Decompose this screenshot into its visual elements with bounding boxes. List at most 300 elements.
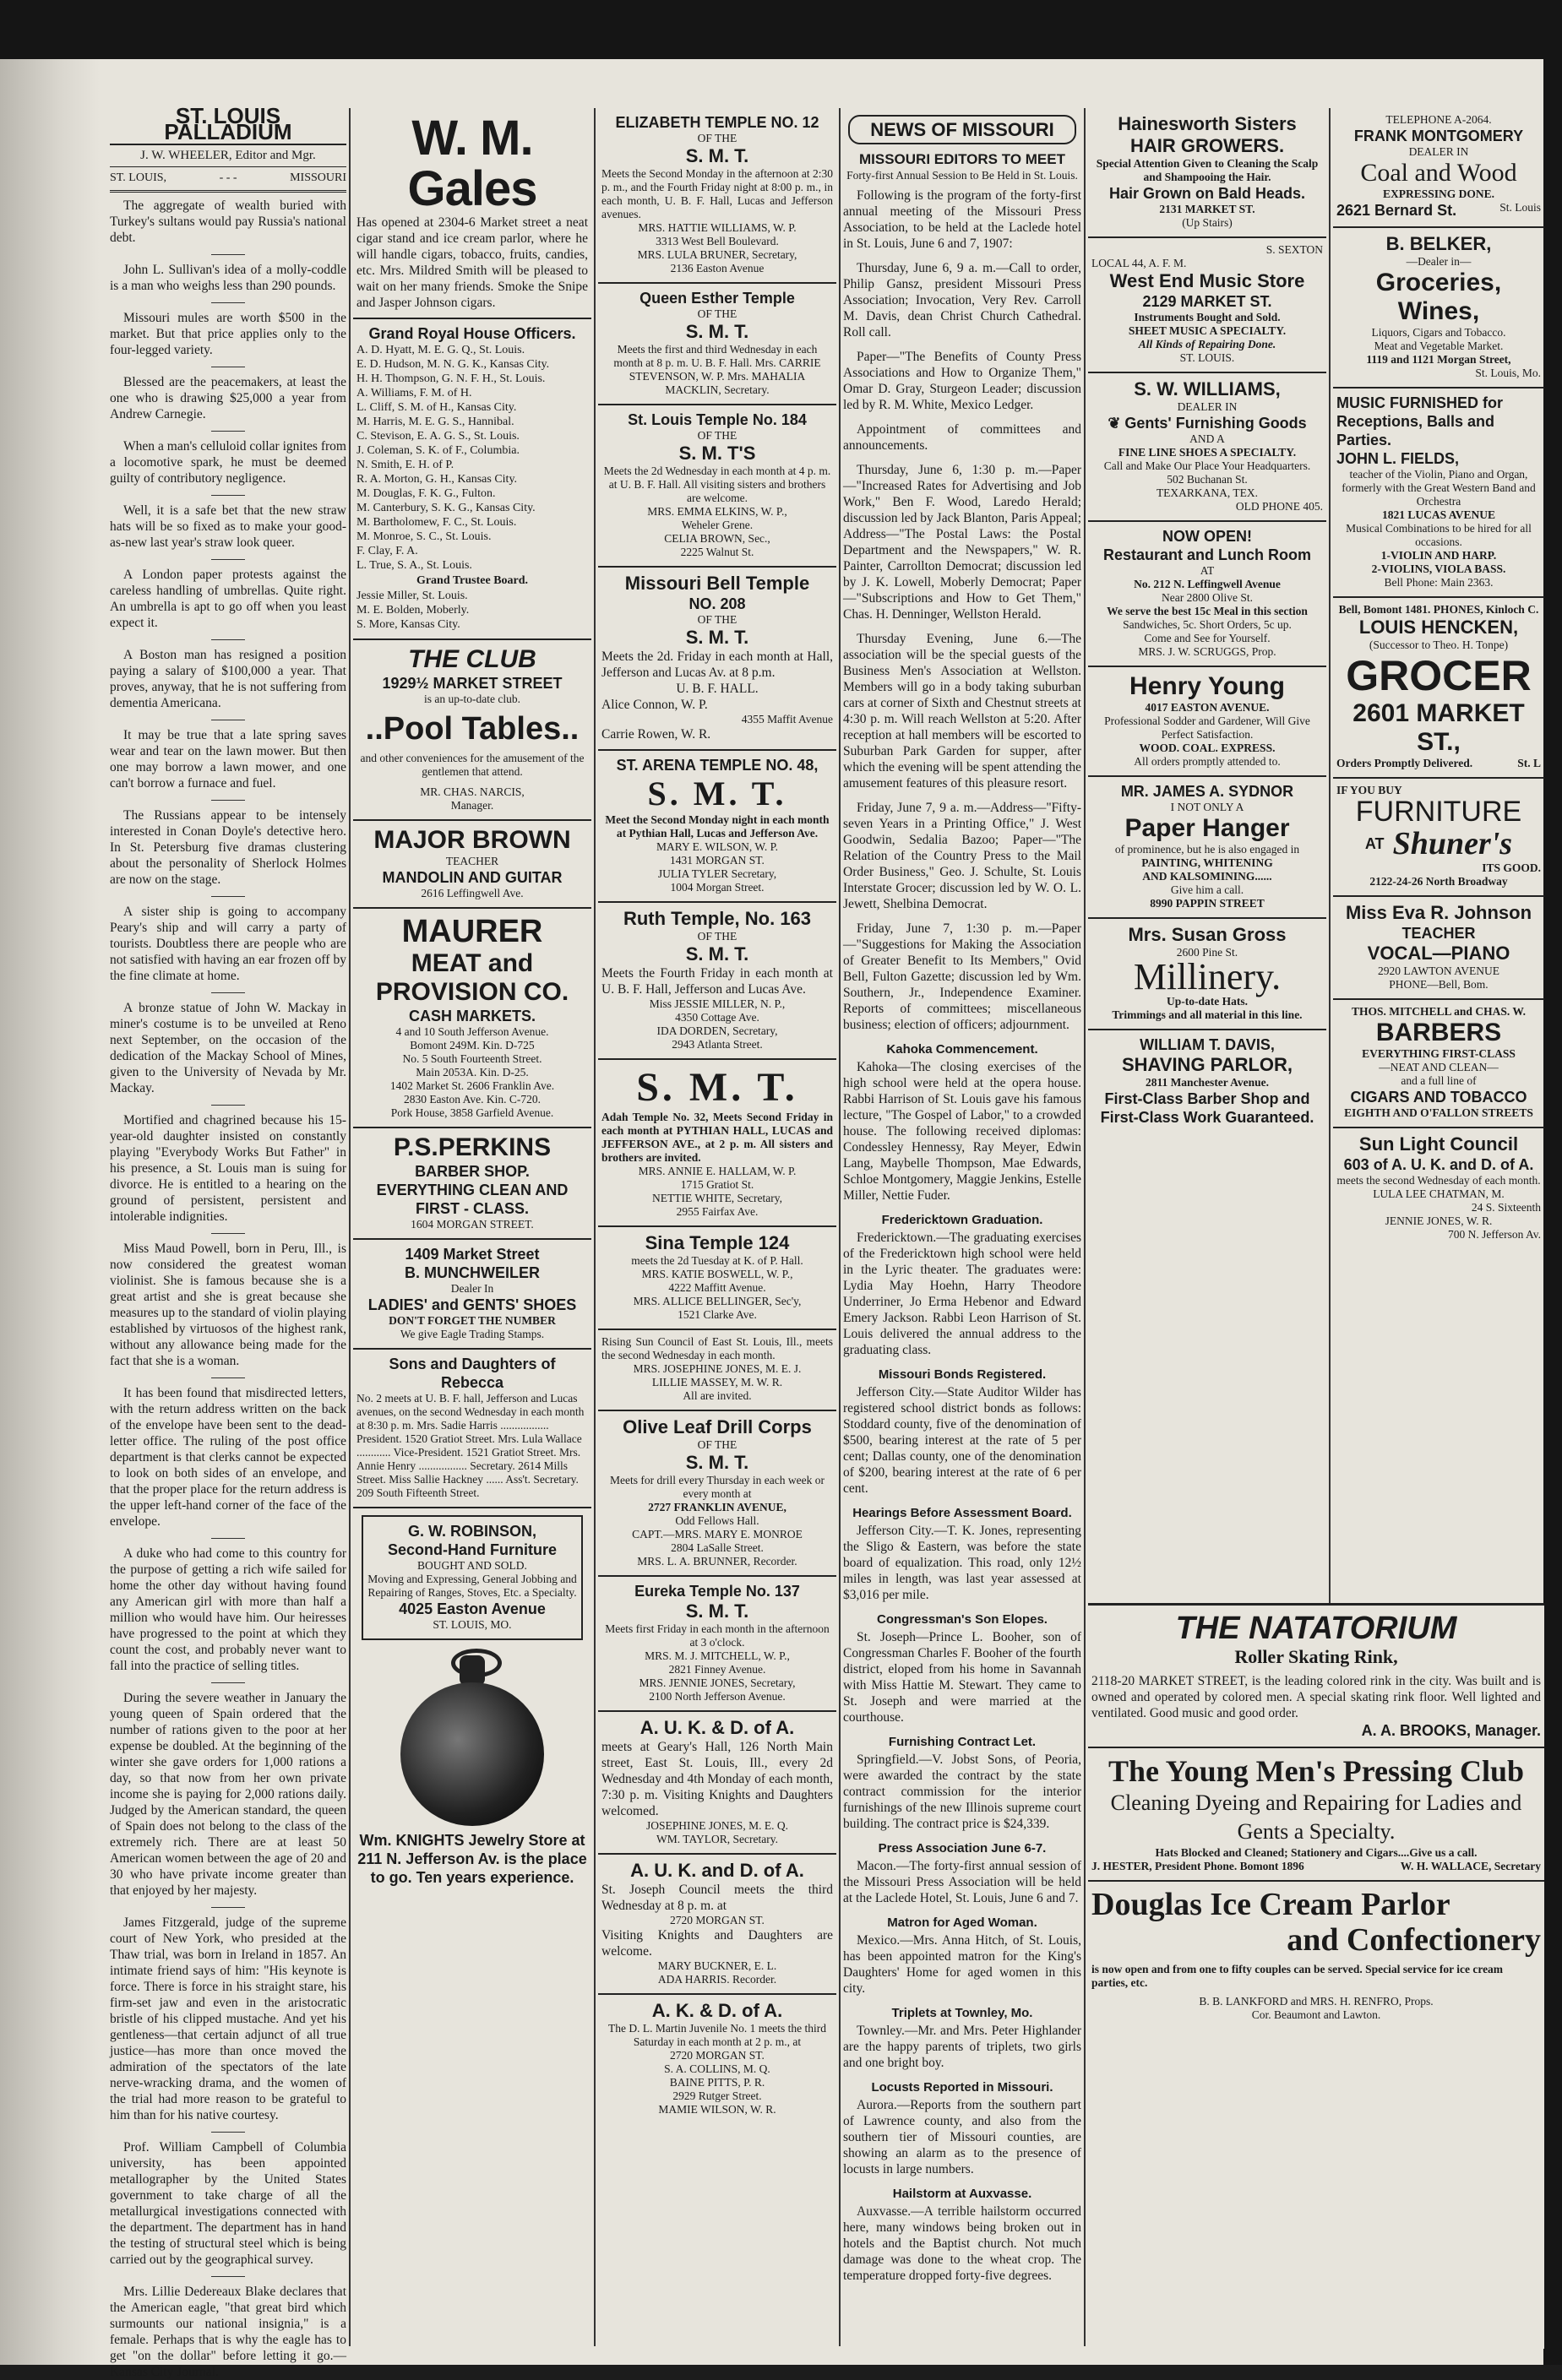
barbers-neat: —NEAT AND CLEAN— bbox=[1379, 1061, 1499, 1073]
st-louis-temple-184 bbox=[598, 405, 836, 568]
douglas-title: Douglas Ice Cream Parlor bbox=[1091, 1887, 1450, 1922]
of-the: OF THE bbox=[697, 307, 737, 320]
eliz-wp-address: 3313 West Bell Boulevard. bbox=[656, 235, 779, 247]
robinson-services: Moving and Expressing, General Jobbing and Repairing of Ranges, Stoves, Etc. a Specialty. bbox=[367, 1573, 577, 1599]
trustee-member: Jessie Miller, St. Louis. bbox=[356, 590, 468, 602]
bell-text: Meets the 2d. Friday in each month at Hall, Jefferson and Lucas Av. at 8 p.m. bbox=[601, 649, 833, 680]
news-item: Mortified and chagrined because his 15-year-old daughter insisted on constantly playing "Everybody Works But Father" in his presence, a St. Louis man is suing for divorce. He is entitled to a hearing on the ground of persistent, persistent and intolerable indignities. bbox=[110, 1113, 346, 1224]
davis-ad bbox=[1088, 1030, 1326, 1133]
syd-prominence: of prominence, but he is also engaged in bbox=[1114, 843, 1300, 856]
barbers-names: THOS. MITCHELL and CHAS. W. bbox=[1352, 1005, 1526, 1018]
rising-w: MRS. JOSEPHINE JONES, M. E. J. bbox=[633, 1362, 802, 1375]
scan-top-border bbox=[0, 0, 1562, 59]
robinson-address: 4025 Easton Avenue bbox=[399, 1600, 546, 1617]
of-the: OF THE bbox=[697, 429, 737, 442]
masthead-city: ST. LOUIS, bbox=[110, 171, 167, 184]
aukd2-r: ADA HARRIS. Recorder. bbox=[657, 1973, 777, 1986]
of-the: OF THE bbox=[697, 613, 737, 626]
johnson-address: 2920 LAWTON AVENUE bbox=[1378, 964, 1499, 977]
maurer-name: MAURER bbox=[401, 914, 543, 949]
bell-wp: Alice Connon, W. P. bbox=[601, 698, 708, 712]
maurer-line2: MEAT and bbox=[411, 949, 534, 977]
club-ad bbox=[353, 640, 591, 821]
royal-officer: M. Douglas, F. K. G., Fulton. bbox=[356, 487, 496, 500]
olive-text: Meets for drill every Thursday in each week or every month at bbox=[610, 1474, 825, 1500]
aukd1-title: A. U. K. & D. of A. bbox=[639, 1717, 795, 1738]
liquors: Liquors, Cigars and Tobacco. bbox=[1371, 326, 1506, 339]
news-item: Miss Maud Powell, born in Peru, Ill., is now considered the greatest woman violinist. She is famous because she is a great artist and she is great because she measures up to the standard of violin playing established by virtuosos of the highest rank, without any allowance being made for the fact that she is a woman. bbox=[110, 1242, 346, 1368]
munch-goods: LADIES' and GENTS' SHOES bbox=[367, 1296, 577, 1313]
maurer-phone-1: Bomont 249M. Kin. D-725 bbox=[410, 1039, 535, 1051]
trustee-member: M. E. Bolden, Moberly. bbox=[356, 604, 470, 617]
haines-name: Hainesworth Sisters bbox=[1118, 113, 1297, 134]
matron-title: Matron for Aged Woman. bbox=[887, 1915, 1037, 1930]
phones: Bell, Bomont 1481. PHONES, Kinloch C. bbox=[1338, 603, 1539, 616]
matron-text: Mexico.—Mrs. Anna Hitch, of St. Louis, has been appointed matron for the King's Daughters' Home for aged women in this city. bbox=[843, 1933, 1081, 1996]
queen-title: Queen Esther Temple bbox=[639, 290, 795, 307]
maurer-address-2: No. 5 South Fourteenth Street. bbox=[402, 1052, 542, 1065]
aukd1-s: WM. TAYLOR, Secretary. bbox=[656, 1833, 778, 1845]
sina-secretary: MRS. ALLICE BELLINGER, Sec'y, bbox=[633, 1295, 802, 1307]
aukd3-c: MAMIE WILSON, W. R. bbox=[658, 2103, 776, 2116]
stl-wp: MRS. EMMA ELKINS, W. P., bbox=[647, 505, 787, 518]
syd-call: Give him a call. bbox=[1170, 883, 1244, 896]
adah-text: Adah Temple No. 32, Meets Second Friday in each month at PYTHIAN HALL, LUCAS and JEFFERSON AVE., at 2 p. m. All sisters and brothers are invited. bbox=[601, 1111, 833, 1164]
news-item: Missouri mules are worth $500 in the market. But that price applies only to the four-legged variety. bbox=[110, 311, 346, 357]
eliz-text: Meets the Second Monday in the afternoon at 2:30 p. m., and the Fourth Friday night at 8:00 p. m., in each month, U. B. F. Hall, Lucas and Jefferson avenues. bbox=[601, 167, 833, 220]
perkins-ad bbox=[353, 1128, 591, 1240]
young-orders: All orders promptly attended to. bbox=[1134, 755, 1281, 768]
williams-call: Call and Make Our Place Your Headquarters. bbox=[1103, 459, 1311, 472]
frank-address: 2621 Bernard St. bbox=[1336, 202, 1457, 219]
robinson-ad bbox=[362, 1515, 583, 1640]
maurer-address-3: 1402 Market St. 2606 Franklin Ave. bbox=[389, 1079, 555, 1092]
pool-tables: ..Pool Tables.. bbox=[365, 711, 580, 747]
aukd2-title: A. U. K. and D. of A. bbox=[630, 1860, 804, 1881]
royal-officer: N. Smith, E. H. of P. bbox=[356, 459, 454, 471]
adah-secretary: NETTIE WHITE, Secretary, bbox=[651, 1192, 783, 1204]
open-restaurant: Restaurant and Lunch Room bbox=[1102, 546, 1311, 563]
shuner-name: Shuner's bbox=[1392, 826, 1513, 861]
natatorium-text: 2118-20 MARKET STREET, is the leading colored rink in the city. Was built and is owned and operated by colored men. A special skating rink floor. Well lighted and ventilated. Good music and good order. bbox=[1091, 1674, 1541, 1720]
column-rule bbox=[839, 108, 841, 2346]
sina-title: Sina Temple 124 bbox=[645, 1232, 790, 1253]
munchweiler-ad bbox=[353, 1240, 591, 1350]
triplets-text: Townley.—Mr. and Mrs. Peter Highlander are the happy parents of triplets, two girls and one bright boy. bbox=[843, 2024, 1081, 2070]
elizabeth-temple bbox=[598, 108, 836, 284]
hencken-ad bbox=[1333, 598, 1544, 779]
editors-heading: MISSOURI EDITORS TO MEET bbox=[858, 151, 1065, 167]
major-brown-ad bbox=[353, 821, 591, 909]
sun-officer-2: JENNIE JONES, W. R. bbox=[1385, 1214, 1493, 1227]
arena-secretary: JULIA TYLER Secretary, bbox=[657, 867, 777, 880]
sun-title: Sun Light Council bbox=[1358, 1133, 1519, 1155]
program-paragraph: Friday, June 7, 9 a. m.—Address—"Fifty-seven Years in a Printing Office," J. West Goodwin, Sedalia Bazoo; Paper—"The Relation of the Country Press to the Mail Order Business," Geo. J. Schulte, St. Louis Interstate Grocer; discussion led by W. O. L. Jewett, Shelbina Democrat. bbox=[843, 801, 1081, 911]
smt: S. M. T. bbox=[685, 627, 749, 648]
royal-officer: M. Monroe, S. C., St. Louis. bbox=[356, 530, 492, 543]
ruth-text: Meets the Fourth Friday in each month at U. B. F. Hall, Jefferson and Lucas Ave. bbox=[601, 966, 833, 997]
hailstorm-title: Hailstorm at Auxvasse. bbox=[892, 2187, 1032, 2201]
belker-city: St. Louis, Mo. bbox=[1475, 367, 1541, 379]
williams-phone: OLD PHONE 405. bbox=[1235, 500, 1323, 513]
aukd1-text: meets at Geary's Hall, 126 North Main street, East St. Louis, Ill., every 2d Wednesday and 4th Monday of each month, 7:30 p. m. Visiting Knights and Daughters welcomed. bbox=[601, 1740, 833, 1818]
hainesworth-ad bbox=[1088, 108, 1326, 238]
furniture: FURNITURE bbox=[1355, 796, 1522, 828]
orders-delivered: Orders Promptly Delivered. bbox=[1336, 757, 1473, 769]
ruth-np-address: 4350 Cottage Ave. bbox=[675, 1011, 759, 1024]
telephone: TELEPHONE A-2064. bbox=[1385, 113, 1492, 126]
williams-dealer: DEALER IN bbox=[1177, 400, 1238, 413]
pressing-president: J. HESTER, President Phone. Bomont 1896 bbox=[1091, 1860, 1304, 1872]
williams-name: S. W. WILLIAMS, bbox=[1134, 378, 1281, 399]
royal-officer: F. Clay, F. A. bbox=[356, 545, 418, 557]
open-come: Come and See for Yourself. bbox=[1144, 632, 1271, 644]
pressing-title: The Young Men's Pressing Club bbox=[1108, 1754, 1525, 1788]
royal-officer: C. Stevison, E. A. G. S., St. Louis. bbox=[356, 430, 520, 443]
munch-name: B. MUNCHWEILER bbox=[405, 1264, 540, 1281]
item-divider bbox=[211, 1233, 245, 1234]
gales-name: W. M. Gales bbox=[407, 111, 537, 216]
sons-daughters-rebecca bbox=[353, 1350, 591, 1508]
ruth-np: Miss JESSIE MILLER, N. P., bbox=[649, 997, 786, 1010]
frank-name: FRANK MONTGOMERY bbox=[1353, 128, 1524, 144]
locusts-title: Locusts Reported in Missouri. bbox=[871, 2080, 1053, 2095]
news-item: Blessed are the peacemakers, at least the one who is drawing $25,000 a year from Andrew Carnegie. bbox=[110, 375, 346, 421]
bell-wr: Carrie Rowen, W. R. bbox=[601, 727, 711, 742]
gross-hats: Up-to-date Hats. bbox=[1167, 995, 1248, 1008]
eliz-title: ELIZABETH TEMPLE NO. 12 bbox=[615, 114, 819, 131]
sun-officer-2-address: 700 N. Jefferson Av. bbox=[1448, 1228, 1541, 1241]
brown-teacher: TEACHER bbox=[445, 855, 499, 867]
henry-young-ad bbox=[1088, 667, 1326, 777]
aukd2-text: St. Joseph Council meets the third Wednesday at 8 p. m. at bbox=[601, 1883, 833, 1913]
montgomery-ad bbox=[1333, 108, 1544, 228]
olive-title: Olive Leaf Drill Corps bbox=[623, 1416, 812, 1437]
column-rule bbox=[594, 108, 596, 2346]
meat-market: Meat and Vegetable Market. bbox=[1374, 340, 1504, 352]
aukd3-b-address: 2929 Rutger Street. bbox=[672, 2089, 762, 2102]
open-meal: We serve the best 15c Meal in this section bbox=[1107, 605, 1308, 617]
trustee-member: S. More, Kansas City. bbox=[356, 618, 460, 631]
eureka-wp-address: 2821 Finney Avenue. bbox=[668, 1663, 766, 1676]
williams-city: TEXARKANA, TEX. bbox=[1156, 486, 1259, 499]
adah-secretary-address: 2955 Fairfax Ave. bbox=[676, 1205, 759, 1218]
robinson-furniture: Second-Hand Furniture bbox=[387, 1541, 557, 1558]
fields-combinations: Musical Combinations to be hired for all occasions. bbox=[1346, 522, 1532, 548]
aukd2-address: 2720 MORGAN ST. bbox=[670, 1914, 765, 1926]
news-item: A sister ship is going to accompany Peary's ship and will carry a party of tourists. Doubtless there are people who are not satisfied with having an ear frozen off by the fine climate at home. bbox=[110, 905, 346, 983]
sina-wp-address: 4222 Maffitt Avenue. bbox=[668, 1281, 766, 1294]
maurer-address-5: Pork House, 3858 Garfield Avenue. bbox=[390, 1106, 554, 1119]
haines-bald: Hair Grown on Bald Heads. bbox=[1108, 185, 1306, 202]
ruth-secretary: IDA DORDEN, Secretary, bbox=[656, 1024, 778, 1037]
grocer: GROCER bbox=[1346, 652, 1532, 699]
perkins-shop: BARBER SHOP. bbox=[415, 1163, 530, 1180]
press-text: Macon.—The forty-first annual session of the Missouri Press Association will be held at the Laclede Hotel, St. Louis, June 6 and 7. bbox=[843, 1859, 1081, 1905]
aukd-st-joseph bbox=[598, 1855, 836, 1995]
frank-city: St. Louis bbox=[1499, 201, 1541, 214]
barbers-address: EIGHTH AND O'FALLON STREETS bbox=[1344, 1106, 1533, 1119]
fields-violins: 2-VIOLINS, VIOLA BASS. bbox=[1371, 562, 1506, 575]
haines-upstairs: (Up Stairs) bbox=[1182, 216, 1233, 229]
aukd-east-st-louis bbox=[598, 1712, 836, 1855]
robinson-city: ST. LOUIS, MO. bbox=[433, 1618, 512, 1631]
davis-name: WILLIAM T. DAVIS, bbox=[1140, 1036, 1275, 1053]
royal-officer: H. H. Thompson, G. N. F. H., St. Louis. bbox=[356, 372, 546, 385]
fields-address: 1821 LUCAS AVENUE bbox=[1381, 508, 1496, 521]
item-divider bbox=[211, 1682, 245, 1683]
news-item: The Russians appear to be intensely interested in Conan Doyle's detective hero. In St. Petersburg five dramas clustering about the personality of Sherlock Holmes are now on the stage. bbox=[110, 808, 346, 887]
program-paragraph: Thursday, June 6, 1:30 p. m.—Paper—"Increased Rates for Advertising and Job Work," Ben F. Wood, Laredo Herald; discussion led by Jack Blanton, Paris Appeal; Address—"The Postal Laws: the Postal Department and the Newspapers," W. R. Painter, Carrollton Democrat; discussion led by J. K. Lowell, Moberly Democrat; Paper—"Subscriptions and How to Get Them," Chas. H. Denninger, Wellston Herald. bbox=[843, 463, 1081, 622]
club-address: 1929½ MARKET STREET bbox=[382, 675, 563, 692]
olive-address: 2727 FRANKLIN AVENUE, bbox=[648, 1501, 786, 1513]
of-the: OF THE bbox=[697, 930, 737, 943]
fields-phone: Bell Phone: Main 2363. bbox=[1384, 576, 1494, 589]
frank-address-line bbox=[1336, 201, 1541, 220]
club-conveniences: and other conveniences for the amusement of the gentlemen that attend. bbox=[360, 752, 585, 778]
olive-hall: Odd Fellows Hall. bbox=[675, 1514, 759, 1527]
groceries-wines: Groceries, Wines, bbox=[1375, 269, 1502, 325]
gross-name: Mrs. Susan Gross bbox=[1128, 924, 1287, 945]
johnson-name: Miss Eva R. Johnson bbox=[1345, 902, 1532, 923]
akd-juvenile bbox=[598, 1995, 836, 2123]
grocer-address: 2601 MARKET ST., bbox=[1352, 699, 1525, 756]
westend-city: ST. LOUIS. bbox=[1179, 351, 1235, 364]
eureka-temple bbox=[598, 1577, 836, 1712]
royal-officer: R. A. Morton, G. H., Kansas City. bbox=[356, 473, 518, 486]
music-furnished: MUSIC FURNISHED for Receptions, Balls and Parties. bbox=[1336, 394, 1503, 448]
west-end-music-ad bbox=[1088, 238, 1326, 373]
pressing-services: Cleaning Dyeing and Repairing for Ladies and Gents a Specialty. bbox=[1110, 1790, 1522, 1844]
young-address: 4017 EASTON AVENUE. bbox=[1145, 701, 1270, 714]
trustee-title: Grand Trustee Board. bbox=[416, 574, 529, 587]
locusts-text: Aurora.—Reports from the southern part of Lawrence county, and also from the southern tier of Missouri counties, are showing an alarm as to the presence of locusts in large numbers. bbox=[843, 2098, 1081, 2176]
arena-text: Meet the Second Monday night in each month at Pythian Hall, Lucas and Jefferson Ave. bbox=[605, 813, 830, 840]
syd-painting: PAINTING, WHITENING bbox=[1141, 856, 1273, 869]
royal-house-officers bbox=[353, 319, 591, 640]
news-items bbox=[110, 198, 346, 2380]
munch-stamps: We give Eagle Trading Stamps. bbox=[400, 1328, 545, 1340]
johnson-phone: PHONE—Bell, Bom. bbox=[1389, 978, 1489, 991]
brown-instruments: MANDOLIN AND GUITAR bbox=[382, 869, 563, 886]
royal-officer: M. Harris, M. E. G. S., Hannibal. bbox=[356, 416, 514, 428]
knights-ad: Wm. KNIGHTS Jewelry Store at 211 N. Jefferson Av. is the place to go. Ten years experience. bbox=[357, 1832, 587, 1886]
aukd2-w: MARY BUCKNER, E. L. bbox=[657, 1959, 777, 1972]
shuner-line bbox=[1336, 826, 1541, 861]
westend-sheet: SHEET MUSIC A SPECIALTY. bbox=[1128, 324, 1287, 337]
item-divider bbox=[211, 1538, 245, 1539]
haines-address: 2131 MARKET ST. bbox=[1159, 203, 1255, 215]
rising-text: Rising Sun Council of East St. Louis, Ill., meets the second Wednesday in each month. bbox=[601, 1335, 833, 1361]
masthead-title: ST. LOUIS PALLADIUM bbox=[110, 108, 346, 145]
eliz-secretary-address: 2136 Easton Avenue bbox=[670, 262, 765, 274]
bonds-text: Jefferson City.—State Auditor Wilder has registered school district bonds as follows: Stoddard county, five of the denomination of $500, bearing interest at the rate of 5 per cent; Dallas county, one of the denomination of $200, bearing interest at the rate of 6 per cent. bbox=[843, 1385, 1081, 1496]
johnson-teacher: TEACHER bbox=[1401, 925, 1476, 942]
restaurant-ad bbox=[1088, 522, 1326, 667]
royal-title: Grand Royal House Officers. bbox=[368, 325, 576, 342]
westend-address: 2129 MARKET ST. bbox=[1142, 293, 1272, 310]
belker-name: B. BELKER, bbox=[1385, 233, 1492, 254]
westend-repair: All Kinds of Repairing Done. bbox=[1138, 338, 1276, 350]
open-now: NOW OPEN! bbox=[1162, 528, 1252, 545]
item-divider bbox=[211, 431, 245, 432]
maurer-ad bbox=[353, 909, 591, 1128]
ruth-secretary-address: 2943 Atlanta Street. bbox=[672, 1038, 763, 1051]
brown-address: 2616 Leffingwell Ave. bbox=[421, 887, 524, 899]
of-the: OF THE bbox=[697, 1438, 737, 1451]
pressing-officers bbox=[1091, 1860, 1541, 1873]
orders-line bbox=[1336, 757, 1541, 770]
smt: S. M. T. bbox=[685, 145, 749, 166]
williams-goods bbox=[1091, 414, 1323, 432]
eureka-text: Meets first Friday in each month in the afternoon at 3 o'clock. bbox=[605, 1622, 830, 1649]
williams-goods-text: Gents' Furnishing Goods bbox=[1124, 415, 1307, 432]
douglas-title-2: and Confectionery bbox=[1287, 1922, 1541, 1958]
shuner-ad bbox=[1333, 779, 1544, 897]
column-rule bbox=[349, 108, 351, 2346]
item-divider bbox=[211, 2132, 245, 2133]
program-paragraph: Appointment of committees and announcements. bbox=[843, 422, 1081, 453]
royal-officer: A. Williams, F. M. of H. bbox=[356, 387, 472, 399]
adah-temple bbox=[598, 1060, 836, 1227]
olive-recorder: MRS. L. A. BRUNNER, Recorder. bbox=[637, 1555, 797, 1568]
stl-title: St. Louis Temple No. 184 bbox=[628, 411, 807, 428]
if-you-buy: IF YOU BUY bbox=[1336, 784, 1402, 796]
item-divider bbox=[211, 254, 245, 255]
news-item: Mrs. Lillie Dedereaux Blake declares that the American eagle, "that great bird which surmounts our national insignia," is a female. Perhaps that is why the eagle has to get "on the dollar" before letting it go.—Kansas City Journal. bbox=[110, 2285, 346, 2379]
arena-wp-address: 1431 MORGAN ST. bbox=[670, 854, 765, 867]
stl-secretary-address: 2225 Walnut St. bbox=[680, 546, 754, 558]
program-paragraph: Paper—"The Benefits of County Press Associations and How to Organize Them," Omar D. Gray, Sturgeon Leader; discussion led by R. M. White, Mexico Ledger. bbox=[843, 350, 1081, 412]
arena-title: ST. ARENA TEMPLE NO. 48, bbox=[616, 757, 819, 774]
smt: S. M. T. bbox=[685, 1452, 749, 1473]
gross-trimmings: Trimmings and all material in this line. bbox=[1112, 1008, 1303, 1021]
item-divider bbox=[211, 1377, 245, 1378]
club-title: THE CLUB bbox=[408, 645, 536, 673]
pressing-club-ad bbox=[1088, 1748, 1544, 1882]
item-divider bbox=[211, 559, 245, 560]
robinson-bought: BOUGHT AND SOLD. bbox=[417, 1559, 527, 1572]
johnson-ad bbox=[1333, 897, 1544, 1000]
sun-officer-1-address: 24 S. Sixteenth bbox=[1471, 1201, 1541, 1214]
news-item: A duke who had come to this country for the purpose of getting a rich wife sailed for home the other day without having found any American girl with more than half a million who would have him. Our heiresses have progressed to the point at which they count the cost, and probably never want to fall into the practice of selling titles. bbox=[110, 1546, 346, 1673]
item-divider bbox=[211, 896, 245, 897]
program-paragraph: Following is the program of the forty-first annual meeting of the Missouri Press Association, to be held at the Laclede hotel in St. Louis, June 6 and 7, 1907: bbox=[843, 188, 1081, 251]
column-5 bbox=[1088, 108, 1326, 1603]
flourish-icon: ❦ bbox=[1108, 415, 1125, 432]
royal-list bbox=[356, 343, 588, 573]
williams-address: 502 Buchanan St. bbox=[1167, 473, 1248, 486]
belker-dealer: —Dealer in— bbox=[1406, 255, 1472, 268]
item-divider bbox=[211, 639, 245, 640]
rising-sun-council bbox=[598, 1330, 836, 1411]
fields-teacher: teacher of the Violin, Piano and Organ, formerly with the Great Western Band and Orchestra bbox=[1342, 468, 1536, 508]
item-divider bbox=[211, 2276, 245, 2277]
sons-title: Sons and Daughters of Rebecca bbox=[389, 1356, 556, 1391]
perkins-name: P.S.PERKINS bbox=[393, 1133, 552, 1161]
of-the: OF THE bbox=[697, 132, 737, 144]
smt-large: S. M. T. bbox=[636, 1065, 798, 1110]
news-item: A bronze statue of John W. Mackay in miner's costume is to be unveiled at Reno next September, on the occasion of the dedication of the Mackay School of Mines, given to the University of Nevada by Mr. Mackay. bbox=[110, 1001, 346, 1095]
syd-kalsomining: AND KALSOMINING...... bbox=[1142, 870, 1272, 883]
davis-parlor: SHAVING PARLOR, bbox=[1121, 1054, 1293, 1075]
munch-dealer: Dealer In bbox=[450, 1282, 494, 1295]
sina-text: meets the 2d Tuesday at K. of P. Hall. bbox=[631, 1254, 803, 1267]
press-title: Press Association June 6-7. bbox=[878, 1841, 1047, 1856]
royal-officer: E. D. Hudson, M. N. G. K., Kansas City. bbox=[356, 358, 550, 371]
news-item: Prof. William Campbell of Columbia university, has been appointed metallographer by the United States government to take charge of all the metallurgical investigations connected with the department. The department has in hand the testing of structural steel which is being carried out by the geographical survey. bbox=[110, 2140, 346, 2267]
rising-invited: All are invited. bbox=[683, 1389, 752, 1402]
news-item: A London paper protests against the careless handling of umbrellas. Quite right. An umbrella is apt to go off when you least expect it. bbox=[110, 568, 346, 630]
masthead-state: MISSOURI bbox=[290, 171, 346, 184]
gales-text: Has opened at 2304-6 Market street a neat cigar stand and ice cream parlor, where he will handle cigars, tobacco, fruits, candies, etc. Mrs. Mildred Smith will be pleased to wait on her many friends. Smoke the Snipe and Jasper Johnson cigars. bbox=[356, 215, 588, 310]
program-paragraph: Thursday, June 6, 9 a. m.—Call to order, Philip Gansz, president Missouri Press Association; Invocation, Very Rev. Carroll M. Davis, dean Christ Church Cathedral. Roll call. bbox=[843, 261, 1081, 340]
sons-text: No. 2 meets at U. B. F. hall, Jefferson and Lucas avenues, on the second Wednesday in each month at 8:30 p. m. Mrs. Sadie Harris ................. President. 1520 Gratiot Street. Mrs. Lula Wallace ............ Vice-President. 1521 Gratiot Street. Mrs. Annie Henry ................. Secretary. 2614 Mills Street. Miss Sallie Hackney ...... Ass't. Secretary. 209 South Fifteenth Street. bbox=[356, 1392, 585, 1499]
smt: S. M. T. bbox=[685, 1600, 749, 1622]
haines-attention: Special Attention Given to Cleaning the Scalp and Shampooing the Hair. bbox=[1096, 157, 1319, 183]
masthead-editor: J. W. WHEELER, Editor and Mgr. bbox=[110, 145, 346, 167]
news-item: James Fitzgerald, judge of the supreme court of New York, who presided at the Thaw trial, was born in Ireland in 1857. An intimate friend says of him: "His keynote is force. There is force in his straight stare, his firm-set jaw and even in the aristocratic bristle of his clipped mustache. And yet his gentleness—that certain adjunct of all true justice—has more than once moved the admiration of the spectators of the late nerve-wracking drama, and the women of the trial had more reason to be grateful to him than for his native courtesy. bbox=[110, 1915, 346, 2122]
williams-shoes: FINE LINE SHOES A SPECIALTY. bbox=[1118, 446, 1297, 459]
news-item: A Boston man has resigned a position paying a salary of $100,000 a year. That proves, anyway, that he is not suffering from dementia Americana. bbox=[110, 648, 346, 710]
maurer-address-4: 2830 Easton Ave. Kin. C-720. bbox=[403, 1093, 542, 1106]
frank-dealer: DEALER IN bbox=[1408, 145, 1469, 158]
congressman-text: St. Joseph—Prince L. Booher, son of Congressman Charles F. Booher of the fourth district, eloped from his home in Savannah with Miss Hattie M. Stewart. They came to St. Joseph and were married at the courthouse. bbox=[843, 1630, 1081, 1725]
natatorium-sub: Roller Skating Rink, bbox=[1234, 1646, 1398, 1667]
kahoka-title: Kahoka Commencement. bbox=[886, 1042, 1038, 1057]
hencken-name: LOUIS HENCKEN, bbox=[1358, 617, 1519, 638]
eureka-secretary-address: 2100 North Jefferson Avenue. bbox=[649, 1690, 786, 1703]
club-manager-title: Manager. bbox=[450, 799, 494, 812]
at: AT bbox=[1364, 835, 1385, 852]
adah-wp-address: 1715 Gratiot St. bbox=[680, 1178, 754, 1191]
maurer-phone-2: Main 2053A. Kin. D-25. bbox=[416, 1066, 529, 1079]
royal-officer: M. Bartholomew, F. C., St. Louis. bbox=[356, 516, 517, 529]
perkins-address: 1604 MORGAN STREET. bbox=[411, 1218, 534, 1231]
williams-and: AND A bbox=[1189, 432, 1225, 445]
coal-wood: Coal and Wood bbox=[1360, 159, 1517, 187]
program-paragraph: Friday, June 7, 1:30 p. m.—Paper—"Suggestions for Making the Association of Greater Benefit to Its Members," Ovid Bell, Fulton Gazette; discussion led by Wm. Southern, Jr., Independence Examiner. Reports of committees; miscellaneous business; election of officers; adjournment. bbox=[843, 921, 1081, 1032]
syd-not-only: I NOT ONLY A bbox=[1170, 801, 1244, 813]
furnishing-title: Furnishing Contract Let. bbox=[888, 1735, 1037, 1749]
orders-city: St. L bbox=[1517, 757, 1541, 769]
page-left-edge bbox=[0, 0, 100, 2365]
douglas-text: is now open and from one to fifty couples can be served. Special service for ice cream parties, etc. bbox=[1091, 1963, 1504, 1989]
pocket-watch-icon bbox=[392, 1649, 552, 1826]
gross-millinery: Millinery. bbox=[1133, 956, 1282, 997]
column-3 bbox=[598, 108, 836, 2346]
eliz-wp: MRS. HATTIE WILLIAMS, W. P. bbox=[638, 221, 797, 234]
stl-wp-2: Weheler Grene. bbox=[681, 519, 754, 531]
furnishing-text: Springfield.—V. Jobst Sons, of Peoria, were awarded the contract by the state contract commission for the interior furnishings of the new Illinois supreme court building. The contract price is $24,339. bbox=[843, 1752, 1081, 1831]
sun-number: 603 of A. U. K. and D. of A. bbox=[1343, 1156, 1534, 1173]
news-item: It has been found that misdirected letters, with the return address written on the back of the envelope have been sent to the dead-letter office. The ruling of the post office department is that clerks cannot be expected to look on both sides of an envelope, and that the proper place for the return address is the upper left-hand corner of the face of the envelope. bbox=[110, 1386, 346, 1529]
masthead-dashes: - - - bbox=[219, 171, 237, 184]
item-divider bbox=[211, 992, 245, 993]
shuner-address: 2122-24-26 North Broadway bbox=[1369, 875, 1508, 888]
barbers-first-class: EVERYTHING FIRST-CLASS bbox=[1362, 1047, 1516, 1060]
bell-no: NO. 208 bbox=[688, 595, 746, 612]
its-good: ITS GOOD. bbox=[1482, 861, 1541, 874]
column-rule bbox=[1084, 108, 1086, 2346]
royal-officer: L. Cliff, S. M. of H., Kansas City. bbox=[356, 401, 517, 414]
royal-officer: M. Canterbury, S. K. G., Kansas City. bbox=[356, 502, 536, 514]
eliz-secretary: MRS. LULA BRUNER, Secretary, bbox=[637, 248, 797, 261]
sun-meets: meets the second Wednesday of each month. bbox=[1336, 1174, 1541, 1187]
smts: S. M. T'S bbox=[678, 443, 756, 464]
sun-officer-1: LULA LEE CHATMAN, M. bbox=[1373, 1187, 1505, 1200]
belker-ad bbox=[1333, 228, 1544, 389]
